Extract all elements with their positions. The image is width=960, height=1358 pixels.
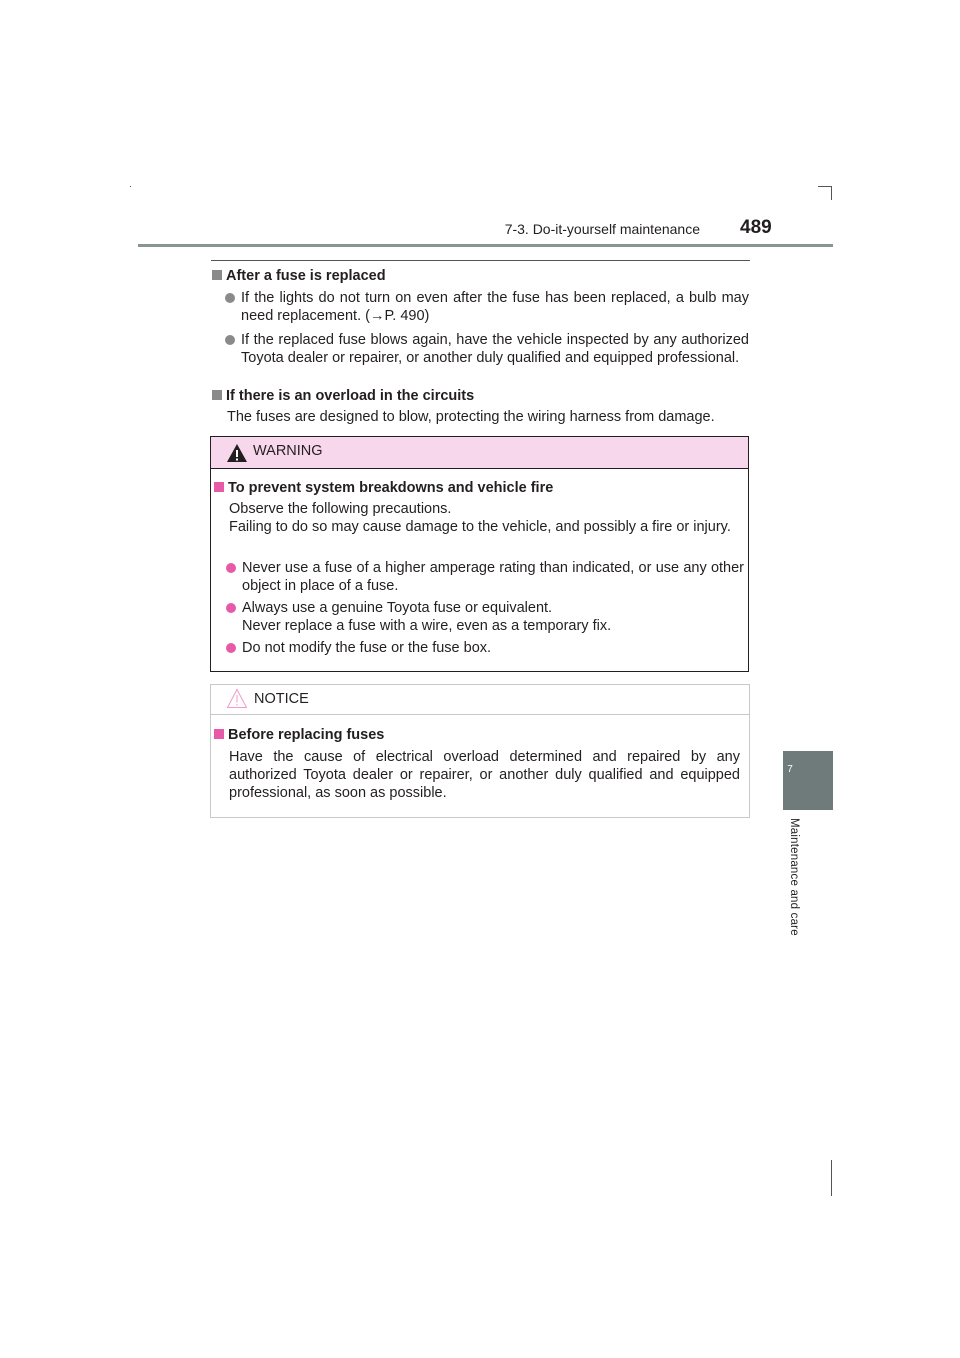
crop-mark-bottom-right — [831, 1160, 832, 1196]
warning-bullet-2: Always use a genuine Toyota fuse or equivalent. — [242, 600, 553, 616]
warning-header — [211, 437, 748, 469]
chapter-title: Maintenance and care — [788, 818, 800, 936]
warning-intro-2: Failing to do so may cause damage to the vehicle, and possibly a fire or injury. — [229, 519, 731, 535]
chapter-number: 7 — [787, 764, 793, 775]
warning-bullet-3: Do not modify the fuse or the fuse box. — [242, 640, 492, 656]
crop-mark-top-left — [130, 186, 131, 187]
warning-box — [210, 436, 749, 672]
bullet-dot-icon — [225, 335, 235, 345]
overload-heading: If there is an overload in the circuits — [212, 388, 474, 404]
square-bullet-icon — [214, 729, 224, 739]
square-bullet-icon — [214, 482, 224, 492]
page-number: 489 — [740, 217, 772, 238]
bullet-dot-icon — [226, 603, 236, 613]
warning-intro-1: Observe the following precautions. — [229, 501, 452, 517]
bullet-dot-icon — [225, 293, 235, 303]
fuse-replaced-bullet-1: If the lights do not turn on even after the fuse has been replaced, a bulb may need replacement. (→P. 490) — [241, 290, 749, 324]
caution-triangle-icon — [226, 688, 248, 709]
warning-heading: To prevent system breakdowns and vehicle fire — [214, 480, 553, 496]
content-rule — [211, 260, 750, 261]
notice-header — [211, 685, 749, 715]
chapter-tab — [783, 751, 833, 810]
section-title: 7-3. Do-it-yourself maintenance — [504, 221, 700, 237]
notice-heading: Before replacing fuses — [214, 727, 384, 743]
crop-mark-top-right-v — [831, 186, 832, 200]
header-rule — [138, 244, 833, 247]
crop-mark-top-right-h — [818, 186, 832, 187]
square-bullet-icon — [212, 270, 222, 280]
fuse-replaced-heading: After a fuse is replaced — [212, 268, 386, 284]
warning-bullet-2-extra: Never replace a fuse with a wire, even as a temporary fix. — [242, 618, 612, 634]
warning-bullet-1: Never use a fuse of a higher amperage rating than indicated, or use any other object in place of a fuse. — [242, 560, 744, 594]
notice-label: NOTICE — [254, 691, 309, 707]
square-bullet-icon — [212, 390, 222, 400]
warning-triangle-icon — [226, 443, 248, 463]
bullet-dot-icon — [226, 563, 236, 573]
warning-label: WARNING — [253, 443, 323, 459]
bullet-dot-icon — [226, 643, 236, 653]
notice-box — [210, 684, 750, 818]
fuse-replaced-bullet-2: If the replaced fuse blows again, have the vehicle inspected by any authorized Toyota dealer or repairer, or another duly qualified and equipped professional. — [241, 332, 749, 366]
overload-text: The fuses are designed to blow, protecting the wiring harness from damage. — [227, 409, 715, 425]
notice-text: Have the cause of electrical overload determined and repaired by any authorized Toyota dealer or repairer, or another duly qualified and equipped professional, as soon as possible. — [229, 749, 740, 801]
